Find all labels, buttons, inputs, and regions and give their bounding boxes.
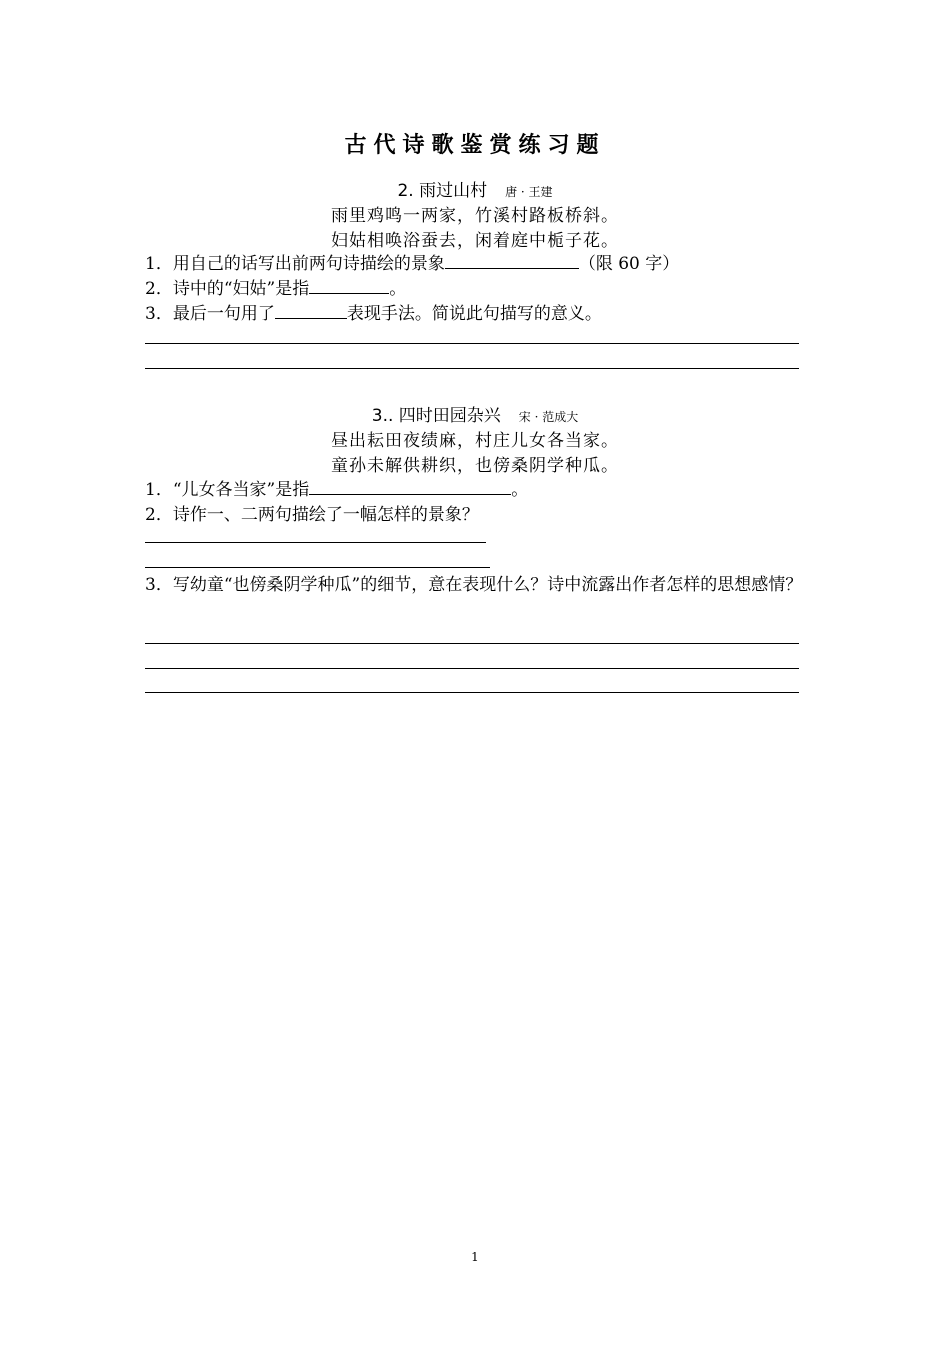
poem1-question-2 xyxy=(145,274,406,299)
question-number: 3． xyxy=(145,575,173,595)
poem1-line-2: 妇姑相唤浴蚕去，闲着庭中栀子花。 xyxy=(331,231,619,251)
question-number: 1． xyxy=(145,254,173,274)
question-suffix: 。 xyxy=(511,480,529,500)
poem1-header xyxy=(0,176,950,201)
poem2-question-3 xyxy=(145,572,810,599)
question-text: 写幼童“也傍桑阴学种瓜”的细节，意在表现什么？诗中流露出作者怎样的思想感情？ xyxy=(172,575,803,595)
question-number: 2． xyxy=(145,505,173,525)
answer-line[interactable] xyxy=(145,643,799,644)
question-text: 诗中的“妇姑”是指 xyxy=(172,279,310,299)
answer-blank[interactable] xyxy=(309,275,389,294)
question-number: 3． xyxy=(145,304,173,324)
answer-blank[interactable] xyxy=(309,476,511,495)
question-number: 2． xyxy=(145,279,173,299)
answer-line[interactable] xyxy=(145,542,486,543)
poem1-line-1: 雨里鸡鸣一两家，竹溪村路板桥斜。 xyxy=(331,206,619,226)
answer-line[interactable] xyxy=(145,368,799,369)
answer-line[interactable] xyxy=(145,668,799,669)
poem1-question-1 xyxy=(145,249,679,274)
page-number: 1 xyxy=(471,1250,479,1264)
answer-line[interactable] xyxy=(145,343,799,344)
poem2-line-2: 童孙未解供耕织，也傍桑阴学种瓜。 xyxy=(331,456,619,476)
answer-line[interactable] xyxy=(145,567,490,568)
poem1-question-3 xyxy=(145,299,602,324)
poem2-header xyxy=(0,401,950,426)
question-number: 1． xyxy=(145,480,173,500)
poem2-question-2 xyxy=(145,500,479,525)
question-suffix: 。 xyxy=(389,279,407,299)
poem2-title: 3.. 四时田园杂兴 xyxy=(371,406,501,426)
poem2-line-1: 昼出耘田夜绩麻，村庄儿女各当家。 xyxy=(331,431,619,451)
poem2-author: 宋 · 范成大 xyxy=(518,410,579,424)
question-text: “儿女各当家”是指 xyxy=(172,480,310,500)
question-text: 最后一句用了 xyxy=(172,304,275,324)
question-suffix: （限 60 字） xyxy=(578,254,680,274)
poem1-author: 唐 · 王建 xyxy=(505,185,553,199)
answer-blank[interactable] xyxy=(275,300,347,319)
poem2-question-1 xyxy=(145,475,528,500)
answer-line[interactable] xyxy=(145,692,799,693)
document-title: 古代诗歌鉴赏练习题 xyxy=(344,133,606,158)
question-text: 用自己的话写出前两句诗描绘的景象 xyxy=(172,254,445,274)
answer-blank[interactable] xyxy=(445,250,579,269)
question-suffix: 表现手法。简说此句描写的意义。 xyxy=(346,304,602,324)
question-text: 诗作一、二两句描绘了一幅怎样的景象？ xyxy=(172,505,479,525)
poem1-title: 2. 雨过山村 xyxy=(397,181,488,201)
